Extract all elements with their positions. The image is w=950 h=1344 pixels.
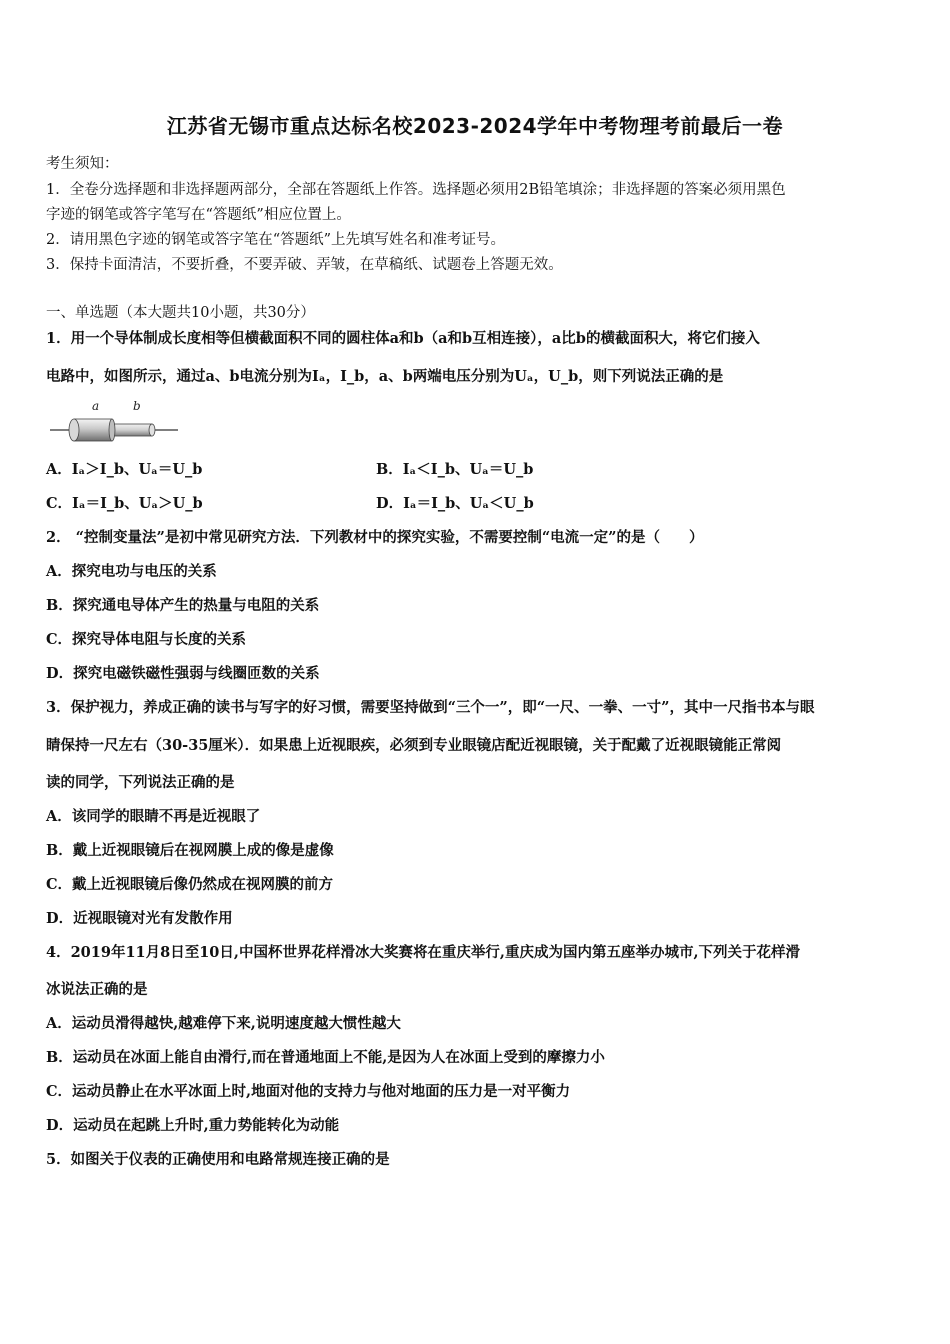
q4-option-d[interactable]: D．运动员在起跳上升时,重力势能转化为动能	[46, 1117, 340, 1134]
q1-stem-line-1: 1．用一个导体制成长度相等但横截面积不同的圆柱体a和b（a和b互相连接），a比b的横截面积大，将它们接入	[46, 330, 760, 347]
q4-stem-line-2: 冰说法正确的是	[46, 981, 148, 998]
q3-option-c[interactable]: C．戴上近视眼镜后像仍然成在视网膜的前方	[46, 876, 334, 893]
q2-stem: 2． “控制变量法”是初中常见研究方法．下列教材中的探究实验，不需要控制“电流一定”的是（ ）	[46, 529, 704, 546]
figure-label-a: a	[92, 399, 100, 413]
q3-stem-line-2: 睛保持一尺左右（30-35厘米）．如果患上近视眼疾，必须到专业眼镜店配近视眼镜，关于配戴了近视眼镜能正常阅	[46, 737, 782, 754]
q3-option-a[interactable]: A．该同学的眼睛不再是近视眼了	[46, 808, 261, 825]
notice-item-3: 3．保持卡面清洁，不要折叠，不要弄破、弄皱，在草稿纸、试题卷上答题无效。	[46, 257, 563, 273]
q2-option-c[interactable]: C．探究导体电阻与长度的关系	[46, 631, 247, 648]
q2-option-d[interactable]: D．探究电磁铁磁性强弱与线圈匝数的关系	[46, 665, 320, 682]
notice-item-1-line-2: 字迹的钢笔或答字笔写在“答题纸”相应位置上。	[46, 207, 351, 223]
q1-option-d[interactable]: D．Iₐ＝I_b、Uₐ＜U_b	[376, 495, 534, 512]
q1-conductor-figure	[48, 396, 183, 446]
q3-stem-line-1: 3．保护视力，养成正确的读书与写字的好习惯，需要坚持做到“三个一”，即“一尺、一拳、一寸”，其中一尺指书本与眼	[46, 699, 815, 716]
q1-option-a[interactable]: A．Iₐ＞I_b、Uₐ＝U_b	[46, 461, 203, 478]
q3-stem-line-3: 读的同学，下列说法正确的是	[46, 774, 235, 791]
q3-option-b[interactable]: B．戴上近视眼镜后在视网膜上成的像是虚像	[46, 842, 334, 859]
notice-item-1-line-1: 1．全卷分选择题和非选择题两部分，全部在答题纸上作答。选择题必须用2B铅笔填涂；非选择题的答案必须用黑色	[46, 182, 786, 198]
page-title: 江苏省无锡市重点达标名校2023-2024学年中考物理考前最后一卷	[166, 114, 784, 138]
q4-option-b[interactable]: B．运动员在冰面上能自由滑行,而在普通地面上不能,是因为人在冰面上受到的摩擦力小	[46, 1049, 605, 1066]
q4-stem-line-1: 4．2019年11月8日至10日,中国杯世界花样滑冰大奖赛将在重庆举行,重庆成为国内第五座举办城市,下列关于花样滑	[46, 944, 801, 961]
q1-option-c[interactable]: C．Iₐ＝I_b、Uₐ＞U_b	[46, 495, 203, 512]
q1-stem-line-2: 电路中，如图所示，通过a、b电流分别为Iₐ，I_b，a、b两端电压分别为Uₐ，U_b，则下列说法正确的是	[46, 368, 724, 385]
q1-option-b[interactable]: B．Iₐ＜I_b、Uₐ＝U_b	[376, 461, 534, 478]
notice-item-2: 2．请用黑色字迹的钢笔或答字笔在“答题纸”上先填写姓名和准考证号。	[46, 232, 506, 248]
q2-option-b[interactable]: B．探究通电导体产生的热量与电阻的关系	[46, 597, 320, 614]
q3-option-d[interactable]: D．近视眼镜对光有发散作用	[46, 910, 233, 927]
section-1-heading: 一、单选题（本大题共10小题，共30分）	[46, 305, 315, 321]
notice-heading: 考生须知：	[46, 156, 119, 172]
q5-stem: 5．如图关于仪表的正确使用和电路常规连接正确的是	[46, 1151, 390, 1168]
q4-option-a[interactable]: A．运动员滑得越快,越难停下来,说明速度越大惯性越大	[46, 1015, 401, 1032]
q2-option-a[interactable]: A．探究电功与电压的关系	[46, 563, 217, 580]
figure-label-b: b	[133, 399, 141, 413]
q4-option-c[interactable]: C．运动员静止在水平冰面上时,地面对他的支持力与他对地面的压力是一对平衡力	[46, 1083, 571, 1100]
